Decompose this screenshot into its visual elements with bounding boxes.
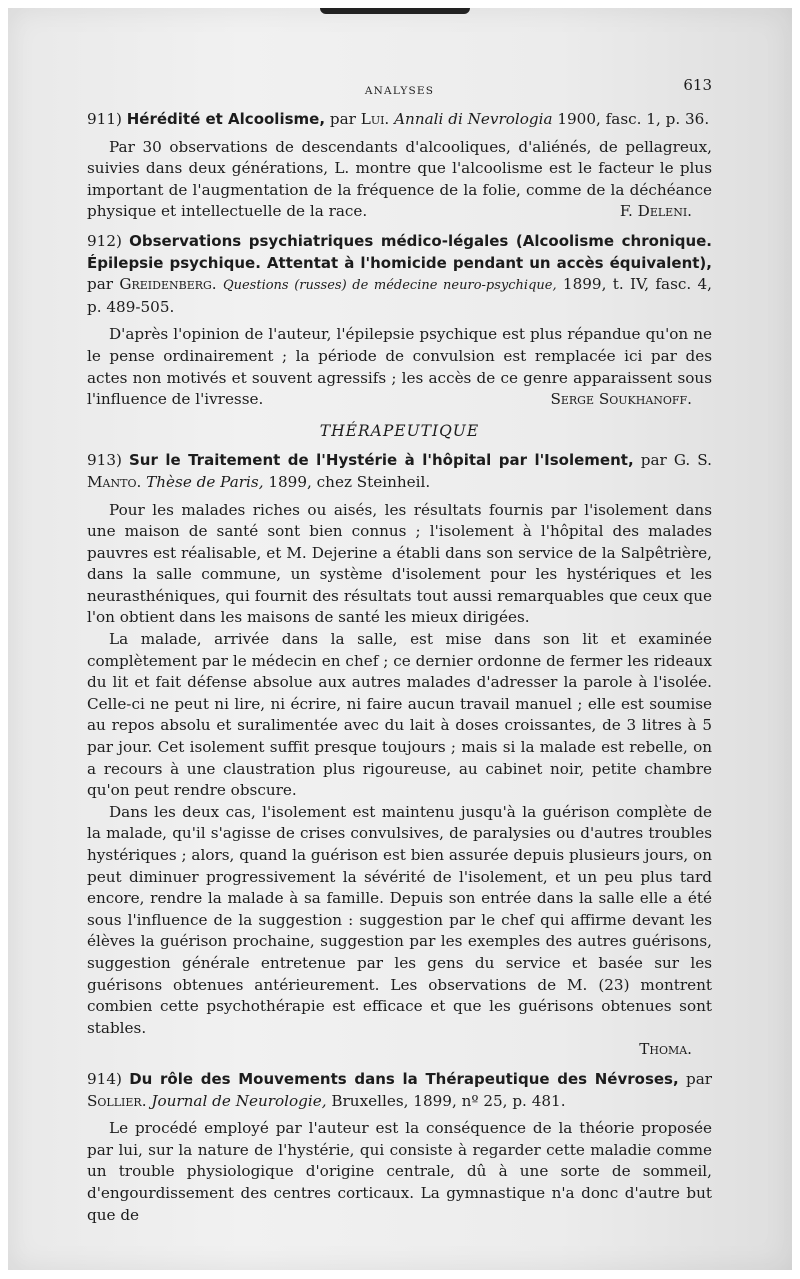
entry-author: Lui. <box>360 110 390 128</box>
entry-number: 914) <box>87 1069 122 1088</box>
entry-title: Hérédité et Alcoolisme, <box>126 110 326 128</box>
entry-title: Du rôle des Mouvements dans la Thérapeutique des Névroses, <box>129 1069 679 1088</box>
entry-title: Observations psychiatriques médico-légales (Alcoolisme chronique. Épilepsie psychique. Attentat à l'homicide pendant un accès équivalent), <box>87 231 712 272</box>
entry-911 <box>87 109 712 223</box>
entry-number: 911) <box>87 110 122 128</box>
entry-number: 913) <box>87 451 122 470</box>
running-header <box>87 75 712 101</box>
entry-signature: Thoma. <box>639 1040 692 1059</box>
entry-paragraph <box>87 324 712 410</box>
entry-heading <box>87 1069 712 1112</box>
entry-author: Greidenberg. <box>119 275 217 294</box>
entry-title: Sur le Traitement de l'Hystérie à l'hôpital par l'Isolement, <box>128 451 634 470</box>
entry-citation-title: Journal de Neurologie, <box>151 1091 327 1110</box>
entry-citation-title: Annali di Nevrologia <box>394 110 553 128</box>
entry-citation-details: Bruxelles, 1899, nº 25, p. 481. <box>331 1091 566 1110</box>
page-content <box>87 75 712 1226</box>
entry-by: par <box>87 275 114 294</box>
entry-913 <box>87 450 712 1061</box>
entry-signature: Serge Soukhanoff. <box>550 390 692 409</box>
entry-paragraph: Pour les malades riches ou aisés, les résultats fournis par l'isolement dans une maison de santé sont bien connus ; l'isolement à l'hôpital des malades pauvres est réalisable, et M. Dejerine a établi dans son service de la Salpêtrière, dans la salle commune, un système d'isolement pour les hystériques et les neurasthéniques, qui fournit des résultats tout aussi remarquables que ceux que l'on obtient dans les maisons de santé les mieux dirigées. <box>87 500 712 627</box>
entry-paragraph: La malade, arrivée dans la salle, est mise dans son lit et examinée complètement par le médecin en chef ; ce dernier ordonne de fermer les rideaux du lit et fait défense absolue aux autres malades d'adresser la parole à l'isolée. Celle-ci ne peut ni lire, ni écrire, ni faire aucun travail manuel ; elle est soumise au repos absolu et suralimentée avec du lait à doses croissantes, de 3 litres à 5 par jour. Cet isolement suffit presque toujours ; mais si la malade est rebelle, on a recours à une claustration plus rigoureuse, au cabinet noir, petite chambre qu'on peut rendre obscure. <box>87 630 712 800</box>
entry-912 <box>87 231 712 411</box>
paragraph-text: D'après l'opinion de l'auteur, l'épilepsie psychique est plus répandue qu'on ne le pense ordinairement ; la période de convulsion est remplacée ici par des actes non motivés et souvent agressifs ; les accès de ce genre apparaissent sous l'influence de l'ivresse. <box>87 325 712 409</box>
entry-citation-details: 1900, fasc. 1, p. 36. <box>557 110 710 128</box>
entry-paragraph: Le procédé employé par l'auteur est la conséquence de la théorie proposée par lui, sur la nature de l'hystérie, qui consiste à regarder cette maladie comme un trouble physiologique d'origine centrale, dû à une sorte de sommeil, d'engourdissement des centres corticaux. La gymnastique n'a donc d'autre but que de <box>87 1119 712 1224</box>
entry-heading <box>87 231 712 318</box>
entry-heading <box>87 109 712 131</box>
entry-number: 912) <box>87 231 122 250</box>
page-number: 613 <box>683 76 712 94</box>
entry-author: Sollier. <box>87 1091 147 1110</box>
entry-citation-title: Thèse de Paris, <box>146 472 264 491</box>
entry-by: par <box>685 1069 713 1088</box>
entry-by: par <box>329 110 356 128</box>
running-title: ANALYSES <box>364 85 435 97</box>
entry-914 <box>87 1069 712 1226</box>
entry-citation-details: 1899, t. IV, fasc. 4, p. 489-505. <box>87 275 713 316</box>
entry-paragraph <box>87 137 712 223</box>
scan-edge-shadow <box>320 8 470 14</box>
entry-heading <box>87 450 712 493</box>
entry-by: par <box>640 451 667 470</box>
entry-signature: F. Deleni. <box>619 202 692 221</box>
entry-citation-title: Questions (russes) de médecine neuro-psychique, <box>222 278 557 294</box>
entry-citation-details: 1899, chez Steinheil. <box>268 472 431 491</box>
section-title: THÉRAPEUTIQUE <box>319 421 480 440</box>
entry-paragraph: Dans les deux cas, l'isolement est maintenu jusqu'à la guérison complète de la malade, qu'il s'agisse de crises convulsives, de paralysies ou d'autres troubles hystériques ; alors, quand la guérison est bien assurée depuis plusieurs jours, on peut diminuer progressivement la sévérité de l'isolement, et un peu plus tard encore, rendre la malade à sa famille. Depuis son entrée dans la salle elle a été sous l'influence de la suggestion : suggestion par le chef qui affirme devant les élèves la guérison prochaine, suggestion par les exemples des autres guérisons, suggestion générale entretenue par les gens du service et basée sur les guérisons obtenues antérieurement. Les observations de M. (23) montrent combien cette psychothérapie est efficace et que les guérisons obtenues sont stables. <box>87 802 712 1037</box>
entry-author: G. S. Manto. <box>87 451 712 491</box>
paragraph-text: Par 30 observations de descendants d'alcooliques, d'aliénés, de pellagreux, suivies dans deux générations, L. montre que l'alcoolisme est le facteur le plus important de l'augmentation de la fréquence de la folie, comme de la déchéance physique et intellectuelle de la race. <box>87 137 712 221</box>
